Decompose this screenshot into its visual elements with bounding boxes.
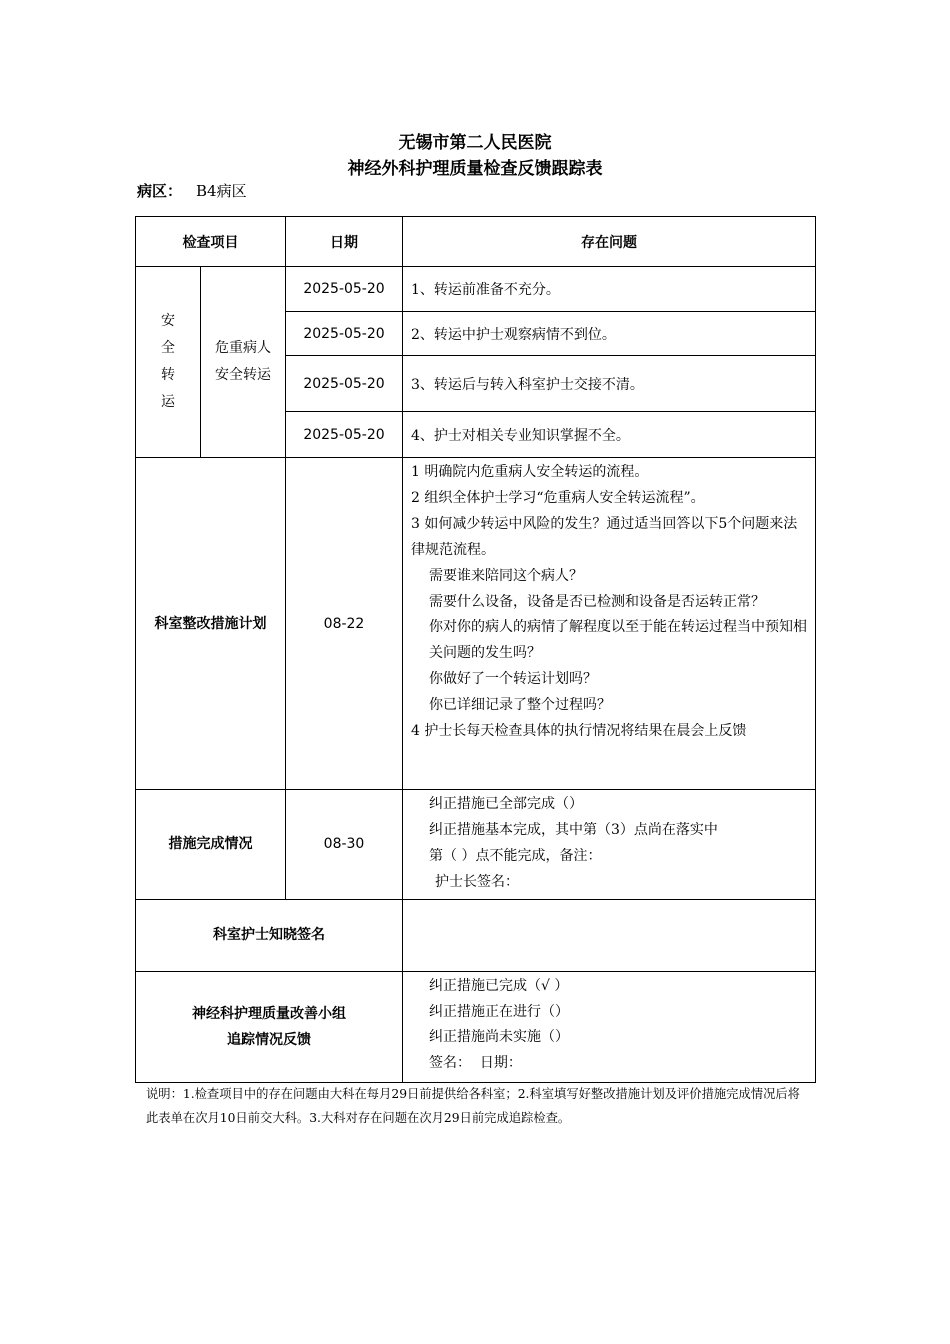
column-header-date: 日期 <box>286 217 403 267</box>
plan-line: 你对你的病人的病情了解程度以至于能在转运过程当中预知相关问题的发生吗？ <box>429 619 807 662</box>
subcategory-line: 安全转运 <box>215 367 271 383</box>
feedback-label <box>136 971 403 1082</box>
category-char: 转 <box>161 367 175 383</box>
plan-date: 08-22 <box>286 458 403 790</box>
column-header-item: 检查项目 <box>136 217 286 267</box>
plan-text <box>403 458 816 790</box>
feedback-row <box>136 971 816 1082</box>
feedback-table <box>135 216 816 1083</box>
completion-text <box>403 790 816 900</box>
acknowledge-label: 科室护士知晓签名 <box>136 899 403 971</box>
feedback-line: 纠正措施尚未实施（） <box>429 1029 569 1046</box>
ward-value: B4病区 <box>196 182 247 200</box>
plan-line: 2 组织全体护士学习“危重病人安全转运流程”。 <box>411 489 705 506</box>
acknowledge-signature-field[interactable] <box>403 899 816 971</box>
issue-date: 2025-05-20 <box>286 267 403 312</box>
plan-line: 需要什么设备，设备是否已检测和设备是否运转正常？ <box>429 593 765 610</box>
issue-text: 4、护士对相关专业知识掌握不全。 <box>403 412 816 458</box>
column-header-issue: 存在问题 <box>403 217 816 267</box>
completion-line: 纠正措施已全部完成（） <box>429 796 583 812</box>
feedback-label-line: 追踪情况反馈 <box>227 1031 311 1048</box>
completion-date: 08-30 <box>286 790 403 900</box>
table-header-row <box>136 217 816 267</box>
acknowledge-row <box>136 899 816 971</box>
category-char: 全 <box>161 340 175 356</box>
hospital-name: 无锡市第二人民医院 <box>398 133 552 153</box>
completion-line: 第（ ）点不能完成，备注： <box>429 847 602 864</box>
feedback-text <box>403 971 816 1082</box>
category-char: 安 <box>161 313 175 329</box>
plan-line: 你做好了一个转运计划吗？ <box>429 671 597 688</box>
form-title: 神经外科护理质量检查反馈跟踪表 <box>347 159 603 179</box>
subcategory-cell <box>201 267 286 458</box>
completion-line: 护士长签名： <box>435 873 519 890</box>
ward-label: 病区： <box>137 182 183 200</box>
issue-text: 3、转运后与转入科室护士交接不清。 <box>403 356 816 412</box>
issue-date: 2025-05-20 <box>286 312 403 356</box>
issue-text: 1、转运前准备不充分。 <box>403 267 816 312</box>
plan-line: 3 如何减少转运中风险的发生？通过适当回答以下5个问题来法律规范流程。 <box>411 515 798 558</box>
issue-text: 2、转运中护士观察病情不到位。 <box>403 312 816 356</box>
feedback-label-line: 神经科护理质量改善小组 <box>192 1005 346 1022</box>
completion-label: 措施完成情况 <box>136 790 286 900</box>
ward-line <box>137 180 247 201</box>
completion-row <box>136 790 816 900</box>
category-cell <box>136 267 201 458</box>
completion-line: 纠正措施基本完成，其中第（3）点尚在落实中 <box>429 821 718 838</box>
feedback-line: 纠正措施正在进行（） <box>429 1003 569 1020</box>
plan-label: 科室整改措施计划 <box>136 458 286 790</box>
footnote: 说明：1.检查项目中的存在问题由大科在每月29日前提供给各科室；2.科室填写好整改措施计划及评价措施完成情况后将此表单在次月10日前交大科。3.大科对存在问题在次月29日前完成追踪检查。 <box>146 1087 800 1125</box>
issue-date: 2025-05-20 <box>286 356 403 412</box>
category-char: 运 <box>161 394 175 410</box>
issue-date: 2025-05-20 <box>286 412 403 458</box>
plan-row <box>136 458 816 790</box>
plan-line: 4 护士长每天检查具体的执行情况将结果在晨会上反馈 <box>411 723 747 740</box>
feedback-line: 签名： 日期： <box>429 1055 522 1072</box>
feedback-line: 纠正措施已完成（√ ） <box>429 977 569 994</box>
subcategory-line: 危重病人 <box>215 340 271 356</box>
plan-line: 你已详细记录了整个过程吗？ <box>429 697 611 714</box>
plan-line: 1 明确院内危重病人安全转运的流程。 <box>411 464 649 480</box>
table-row <box>136 267 816 312</box>
plan-line: 需要谁来陪同这个病人？ <box>429 567 583 584</box>
